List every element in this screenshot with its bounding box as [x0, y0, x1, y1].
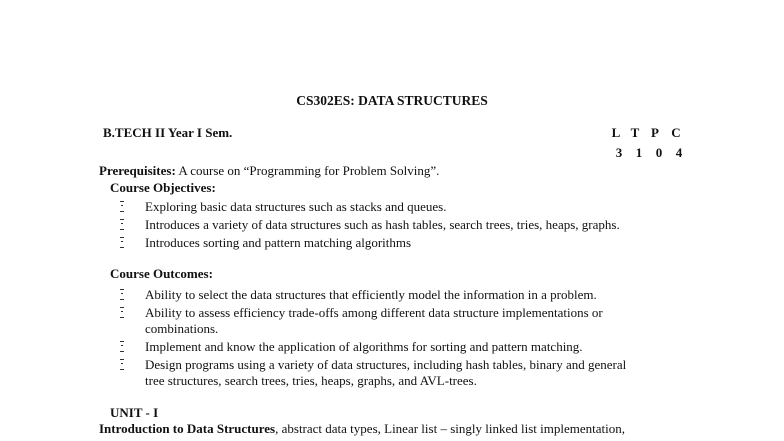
outcome-text-continued: tree structures, search trees, tries, heaps, graphs, and AVL-trees. [145, 373, 477, 388]
bullet-icon [120, 359, 124, 370]
ltpc-header-l: L [611, 125, 621, 140]
outcome-text: Ability to select the data structures that efficiently model the information in a problem. [145, 287, 597, 302]
objective-text: Introduces a variety of data structures such as hash tables, search trees, tries, heaps, graphs. [145, 217, 620, 232]
ltpc-value-c: 4 [675, 145, 683, 160]
bullet-icon [120, 237, 124, 248]
ltpc-value-p: 0 [655, 145, 663, 160]
prerequisites [99, 163, 439, 179]
bullet-icon [120, 307, 124, 318]
unit-heading: UNIT - I [110, 405, 159, 420]
ltpc-header-p: P [651, 125, 659, 140]
objectives-heading: Course Objectives: [110, 180, 216, 195]
ltpc-header-t: T [630, 125, 640, 140]
prerequisites-text: A course on “Programming for Problem Solving”. [175, 163, 440, 178]
outcome-text: Ability to assess efficiency trade-offs among different data structure implementations or [145, 305, 603, 320]
bullet-icon [120, 289, 124, 300]
outcome-text: Implement and know the application of algorithms for sorting and pattern matching. [145, 339, 583, 354]
bullet-icon [120, 201, 124, 212]
bullet-icon [120, 219, 124, 230]
page-title: CS302ES: DATA STRUCTURES [296, 93, 488, 108]
ltpc-header-c: C [671, 125, 681, 140]
intro-text: , abstract data types, Linear list – singly linked list implementation, [275, 421, 625, 436]
semester-label: B.TECH II Year I Sem. [103, 125, 233, 140]
outcomes-heading: Course Outcomes: [110, 266, 213, 281]
objective-text: Introduces sorting and pattern matching algorithms [145, 235, 412, 250]
outcome-text: Design programs using a variety of data structures, including hash tables, binary and general [145, 357, 627, 372]
ltpc-value-l: 3 [615, 145, 623, 160]
outcome-text-continued: combinations. [145, 321, 219, 336]
ltpc-value-t: 1 [635, 145, 643, 160]
bullet-icon [120, 341, 124, 352]
intro-bold: Introduction to Data Structures [99, 421, 276, 436]
objective-text: Exploring basic data structures such as stacks and queues. [145, 199, 447, 214]
unit-intro [99, 421, 625, 437]
prerequisites-label: Prerequisites: [99, 163, 176, 178]
